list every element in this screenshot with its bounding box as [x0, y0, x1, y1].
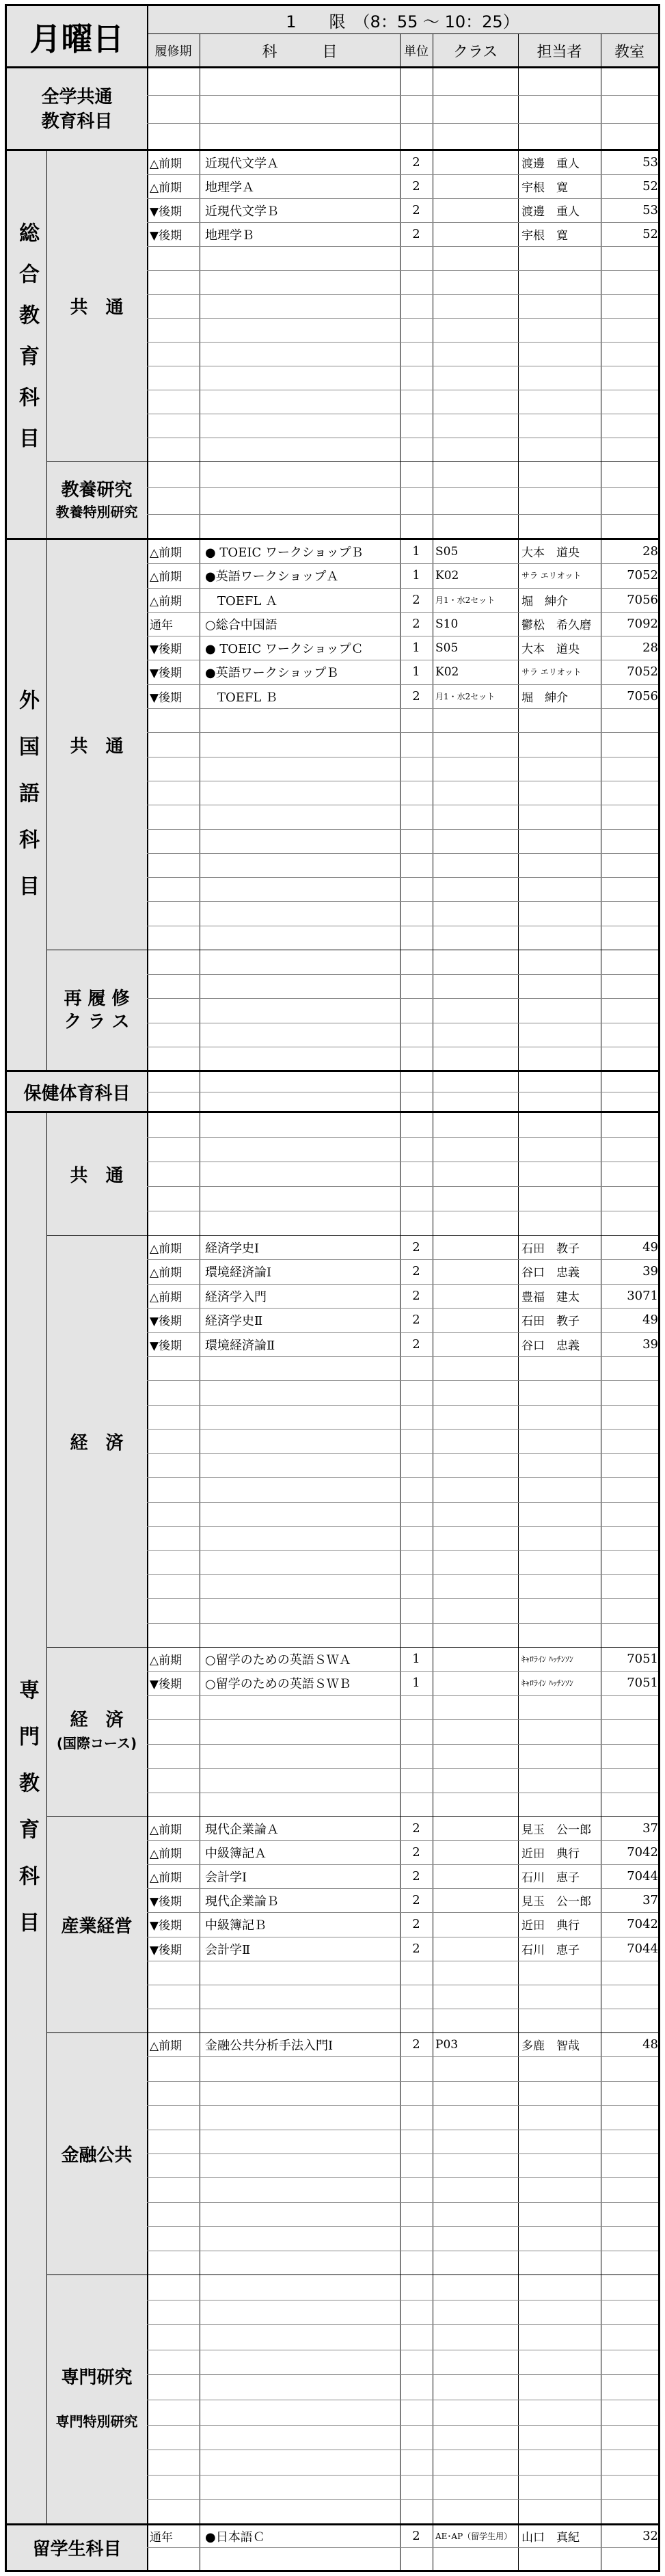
row-rule [147, 2499, 658, 2500]
course-name: 経済学史Ⅱ [205, 1313, 263, 1328]
row-rule [147, 2425, 658, 2426]
section-rule [7, 1111, 658, 1113]
course-room: 7056 [627, 593, 658, 607]
row-rule [147, 2081, 658, 2082]
course-room: 53 [642, 203, 658, 217]
course-class: AE･AP（留学生用） [435, 2532, 513, 2541]
course-room: 7051 [627, 1676, 658, 1690]
course-room: 7044 [627, 1942, 658, 1956]
row-rule [147, 2374, 658, 2375]
course-class [433, 1308, 521, 1332]
course-unit: 2 [412, 617, 420, 631]
row-rule [147, 514, 658, 515]
row-rule [147, 1186, 658, 1187]
course-name: 中級簿記Ｂ [205, 1918, 267, 1933]
course-unit: 2 [412, 179, 420, 193]
course-class [433, 1647, 521, 1671]
section-senmon-kenkyu: 専門研究 専門特別研究 [55, 2367, 138, 2430]
row-rule [147, 853, 658, 854]
course-unit: 2 [412, 1821, 420, 1836]
course-class [433, 1864, 521, 1888]
course-room: 7052 [627, 665, 658, 679]
course-term: ▼後期 [150, 229, 182, 243]
course-term: △前期 [150, 1823, 182, 1837]
course-unit: 1 [412, 641, 420, 655]
course-room: 28 [642, 641, 658, 655]
course-term: △前期 [150, 1654, 182, 1667]
course-class: K02 [435, 568, 459, 582]
course-name: 近現代文学Ｂ [205, 204, 279, 219]
row-rule [147, 294, 658, 295]
row-rule [147, 1429, 658, 1430]
section-rule [7, 66, 658, 68]
course-name: TOEFL Ａ [205, 593, 278, 608]
course-unit: 2 [412, 1289, 420, 1303]
section-gaikoku: 外国語科目 [15, 689, 39, 922]
row-rule [147, 318, 658, 319]
course-class [433, 1816, 521, 1840]
course-name: 会計学Ⅰ [205, 1870, 247, 1885]
course-instructor: 山口 真紀 [521, 2531, 580, 2545]
row-rule [147, 2547, 658, 2548]
course-unit: 2 [412, 1337, 420, 1352]
section-senmon: 専門教育科目 [15, 1679, 39, 1958]
course-term: ▼後期 [150, 1944, 182, 1957]
row-rule [147, 1744, 658, 1745]
course-name: 経済学史Ⅰ [205, 1241, 260, 1256]
course-room: 7092 [627, 617, 658, 631]
timetable-sheet [5, 4, 660, 2572]
course-instructor: 宇根 寛 [521, 181, 568, 195]
course-room: 39 [642, 1264, 658, 1278]
course-room: 37 [642, 1821, 658, 1836]
course-room: 49 [642, 1240, 658, 1255]
course-instructor: 堀 紳介 [521, 691, 568, 705]
course-term: △前期 [150, 1871, 182, 1885]
course-class: S10 [435, 617, 459, 631]
course-name: ●日本語Ｃ [205, 2530, 265, 2545]
course-class: K02 [435, 665, 459, 679]
row-rule [147, 1768, 658, 1769]
course-term: ▼後期 [150, 667, 182, 680]
row-rule [147, 1477, 658, 1478]
course-unit: 2 [412, 2037, 420, 2052]
course-term: ▼後期 [150, 205, 182, 219]
section-kyoyo: 教養研究 教養特別研究 [55, 479, 138, 520]
course-instructor: 石川 恵子 [521, 1871, 580, 1885]
course-room: 48 [642, 2037, 658, 2052]
row-rule [147, 732, 658, 733]
col-header-term: 履修期 [154, 44, 192, 59]
course-room: 53 [642, 155, 658, 170]
row-rule [147, 246, 658, 247]
course-unit: 1 [412, 1676, 420, 1690]
course-instructor: 豊福 建太 [521, 1291, 580, 1304]
section-rule [7, 1070, 658, 1072]
course-unit: 2 [412, 155, 420, 170]
row-rule [147, 487, 658, 488]
course-class [433, 1888, 521, 1912]
course-term: 通年 [150, 2531, 173, 2545]
col-header-room: 教室 [614, 43, 644, 61]
course-name: 環境経済論Ⅰ [205, 1265, 272, 1280]
course-name: 中級簿記Ａ [205, 1846, 267, 1861]
section-hoken: 保健体育科目 [23, 1083, 131, 1104]
course-name: ○留学のための英語ＳＷＢ [205, 1676, 351, 1691]
course-class [433, 1235, 521, 1259]
course-term: △前期 [150, 1847, 182, 1861]
course-instructor: 谷口 忠義 [521, 1266, 580, 1280]
course-instructor: 石田 教子 [521, 1242, 580, 1256]
course-instructor: 渡邊 重人 [521, 205, 580, 219]
row-rule [147, 2226, 658, 2227]
course-room: 7056 [627, 689, 658, 703]
course-unit: 2 [412, 1240, 420, 1255]
course-unit: 2 [412, 1917, 420, 1931]
course-term: ▼後期 [150, 1315, 182, 1328]
course-term: △前期 [150, 1266, 182, 1280]
course-unit: 2 [412, 1893, 420, 1907]
row-rule [147, 1137, 658, 1138]
row-rule [147, 998, 658, 999]
course-unit: 2 [412, 593, 420, 607]
row-rule [147, 1356, 658, 1357]
course-class [433, 1259, 521, 1283]
course-term: △前期 [150, 570, 182, 584]
section-sangyo: 産業経営 [61, 1916, 133, 1937]
course-instructor: 堀 紳介 [521, 595, 568, 608]
row-rule [147, 1453, 658, 1454]
course-class: S05 [435, 544, 459, 559]
course-term: ▼後期 [150, 643, 182, 656]
course-unit: 1 [412, 568, 420, 582]
section-keizai-kokusai: 経 済 (国際コース) [56, 1710, 137, 1752]
course-unit: 2 [412, 1869, 420, 1883]
row-rule [147, 2202, 658, 2203]
course-instructor: サラ エリオット [521, 571, 582, 580]
course-instructor: ｷｬﾛﾗｲﾝ ﾊｯﾁﾝｿﾝ [521, 1654, 573, 1664]
course-instructor: 谷口 忠義 [521, 1339, 580, 1353]
course-term: △前期 [150, 1242, 182, 1256]
row-rule [147, 2056, 658, 2057]
course-room: 32 [642, 2529, 658, 2543]
row-rule [147, 1719, 658, 1720]
course-instructor: 宇根 寛 [521, 229, 568, 243]
course-class: P03 [435, 2037, 459, 2052]
section-ryugaku: 留学生科目 [32, 2538, 122, 2560]
course-name: ○総合中国語 [205, 617, 277, 632]
course-class [433, 150, 521, 174]
course-term: ▼後期 [150, 1678, 182, 1691]
row-rule [147, 901, 658, 902]
course-term: ▼後期 [150, 1919, 182, 1933]
course-room: 3071 [627, 1289, 658, 1303]
course-name: ● TOEIC ワークショップＣ [205, 641, 364, 656]
row-rule [147, 1574, 658, 1575]
row-rule [147, 1526, 658, 1527]
course-unit: 2 [412, 203, 420, 217]
course-room: 49 [642, 1313, 658, 1327]
course-term: △前期 [150, 2039, 182, 2053]
section-kinyu: 金融公共 [61, 2145, 133, 2166]
row-rule [147, 877, 658, 878]
course-term: ▼後期 [150, 691, 182, 705]
course-room: 52 [642, 179, 658, 193]
course-instructor: 大本 道央 [521, 643, 580, 656]
course-term: ▼後期 [150, 1895, 182, 1909]
row-rule [147, 1550, 658, 1551]
row-rule [147, 123, 658, 124]
course-instructor: 石田 教子 [521, 1315, 580, 1328]
course-class: 月1・水2セット [435, 692, 496, 701]
row-rule [147, 1380, 658, 1381]
course-room: 39 [642, 1337, 658, 1352]
course-unit: 2 [412, 1313, 420, 1327]
section-zenga: 全学共通 教育科目 [41, 86, 113, 132]
row-rule [147, 1598, 658, 1599]
course-instructor: 石川 恵子 [521, 1944, 580, 1957]
course-class [433, 1912, 521, 1936]
course-instructor: 多鹿 智哉 [521, 2039, 580, 2053]
day-title: 月曜日 [29, 21, 124, 57]
course-name: 経済学入門 [205, 1289, 267, 1304]
row-rule [147, 974, 658, 975]
row-rule [147, 708, 658, 709]
section-rule [46, 461, 658, 462]
section-sogo: 総合教育科目 [15, 222, 39, 468]
course-class: S05 [435, 641, 459, 655]
course-unit: 2 [412, 689, 420, 703]
section-sogo-kyotsu: 共 通 [70, 297, 124, 318]
header-rule [147, 33, 658, 34]
course-term: ▼後期 [150, 1339, 182, 1353]
period-title: 1 限 （8：55 〜 10：25） [286, 12, 519, 31]
course-instructor: 見玉 公一郎 [521, 1823, 591, 1837]
course-room: 7044 [627, 1869, 658, 1883]
course-term: △前期 [150, 181, 182, 195]
course-term: △前期 [150, 157, 182, 171]
course-instructor: 見玉 公一郎 [521, 1895, 591, 1909]
section-gaikoku-kyotsu: 共 通 [70, 736, 124, 757]
course-room: 7042 [627, 1917, 658, 1931]
course-name: 地理学Ａ [205, 180, 254, 195]
row-rule [147, 1695, 658, 1696]
row-rule [147, 2324, 658, 2325]
row-rule [147, 829, 658, 830]
course-term: 通年 [150, 619, 173, 632]
course-unit: 1 [412, 665, 420, 679]
course-term: △前期 [150, 1291, 182, 1304]
row-rule [147, 2177, 658, 2178]
course-name: 金融公共分析手法入門Ⅰ [205, 2038, 334, 2053]
course-instructor: 近田 典行 [521, 1919, 580, 1933]
course-unit: 1 [412, 1652, 420, 1666]
course-instructor: 近田 典行 [521, 1847, 580, 1861]
course-name: 会計学Ⅱ [205, 1942, 251, 1957]
course-class [433, 1671, 521, 1695]
course-room: 37 [642, 1893, 658, 1907]
col-header-class: クラス [452, 43, 498, 61]
course-unit: 2 [412, 1942, 420, 1956]
course-instructor: サラ エリオット [521, 667, 582, 677]
course-room: 7042 [627, 1845, 658, 1860]
section-senmon-kyotsu: 共 通 [70, 1165, 124, 1186]
course-class [433, 1284, 521, 1308]
row-rule [147, 1623, 658, 1624]
course-class [433, 1840, 521, 1864]
course-class [433, 1332, 521, 1356]
course-name: TOEFL Ｂ [205, 690, 278, 705]
course-instructor: 大本 道央 [521, 546, 580, 560]
course-instructor: 渡邊 重人 [521, 157, 580, 171]
col-header-instructor: 担当者 [537, 43, 582, 61]
course-unit: 2 [412, 227, 420, 241]
course-room: 52 [642, 227, 658, 241]
course-unit: 2 [412, 1264, 420, 1278]
course-class [433, 174, 521, 198]
row-rule [147, 95, 658, 96]
course-room: 28 [642, 544, 658, 559]
course-class: 月1・水2セット [435, 595, 496, 605]
course-unit: 2 [412, 2529, 420, 2543]
row-rule [147, 2105, 658, 2106]
course-unit: 2 [412, 1845, 420, 1860]
col-header-unit: 単位 [404, 44, 429, 59]
course-name: ○留学のための英語ＳＷＡ [205, 1652, 351, 1667]
course-name: 地理学Ｂ [205, 228, 254, 243]
course-term: △前期 [150, 546, 182, 560]
row-rule [147, 270, 658, 271]
course-term: △前期 [150, 595, 182, 608]
col-header-subject: 科 目 [262, 43, 338, 61]
course-name: ●英語ワークショップＢ [205, 665, 339, 680]
row-rule [147, 1502, 658, 1503]
course-room: 7052 [627, 568, 658, 582]
course-instructor: ｷｬﾛﾗｲﾝ ﾊｯﾁﾝｿﾝ [521, 1678, 573, 1688]
course-name: 環境経済論Ⅱ [205, 1338, 275, 1353]
row-rule [147, 342, 658, 343]
section-sairishu: 再 履 修 ク ラ ス [64, 989, 130, 1032]
course-name: 近現代文学Ａ [205, 156, 279, 171]
course-class [433, 222, 521, 246]
course-name: 現代企業論Ｂ [205, 1894, 279, 1909]
course-room: 7051 [627, 1652, 658, 1666]
course-unit: 1 [412, 544, 420, 559]
row-rule [147, 1405, 658, 1406]
course-name: ●英語ワークショップＡ [205, 569, 339, 584]
course-class [433, 1937, 521, 1961]
course-name: ● TOEIC ワークショップＢ [205, 545, 364, 560]
row-rule [147, 2475, 658, 2476]
course-class [433, 198, 521, 222]
course-instructor: 鬱松 希久磨 [521, 619, 591, 632]
section-keizai: 経 済 [70, 1432, 124, 1453]
course-name: 現代企業論Ａ [205, 1822, 279, 1837]
